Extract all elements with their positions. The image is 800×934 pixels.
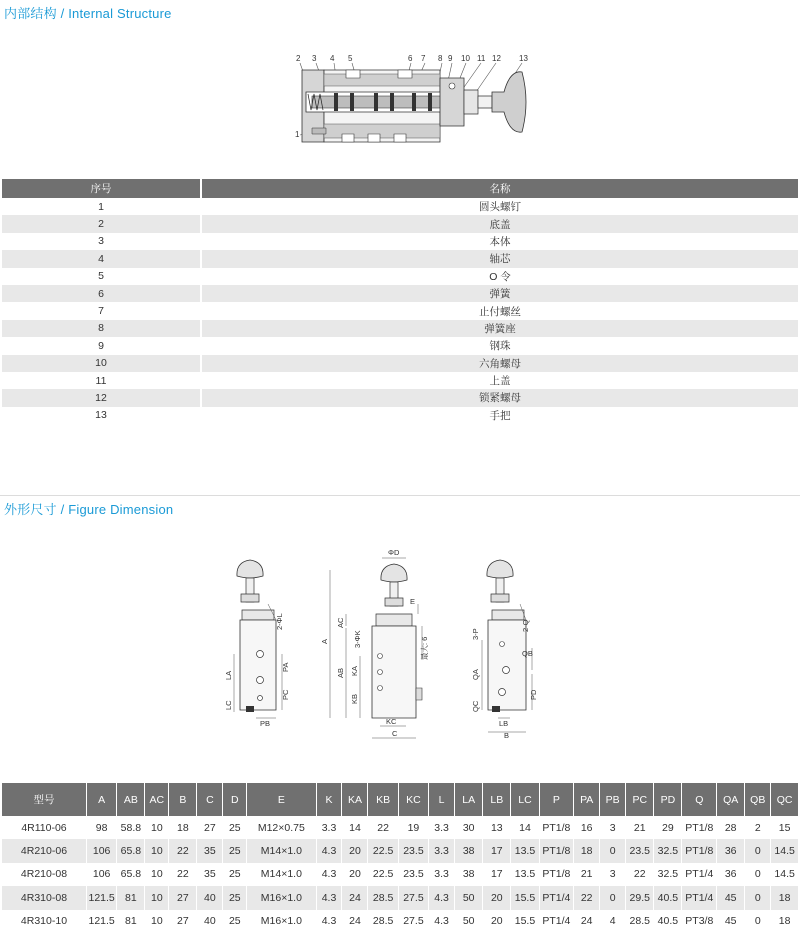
dims-header-cell: B — [169, 783, 197, 816]
table-row — [2, 320, 798, 337]
callout-5: 5 — [348, 54, 353, 63]
callout-10: 10 — [461, 54, 470, 63]
dims-value-cell: 30 — [455, 816, 483, 839]
model-cell: 4R210-08 — [20, 868, 68, 881]
callout-2: 2 — [296, 54, 301, 63]
dims-value-cell: 27.5 — [398, 886, 428, 909]
parts-header-name: 名称 — [201, 179, 798, 198]
dims-value-cell: 25 — [223, 816, 247, 839]
dims-value-cell: 14 — [511, 816, 539, 839]
dims-value-cell: 0 — [745, 839, 771, 862]
section-title-internal-structure: 内部结构 / Internal Structure — [4, 6, 172, 21]
dims-value-cell: 24 — [342, 886, 368, 909]
part-number-cell: 3 — [98, 235, 104, 248]
dims-value-cell: 20 — [483, 886, 511, 909]
dims-value-cell: 40.5 — [654, 910, 682, 933]
dims-value-cell: 19 — [398, 816, 428, 839]
label-ab: AB — [336, 667, 345, 678]
dims-header-cell: Q — [682, 783, 717, 816]
dims-value-cell: M14×1.0 — [247, 839, 316, 862]
table-row — [2, 285, 798, 302]
dims-value-cell: 22 — [574, 886, 600, 909]
dims-value-cell: 32.5 — [654, 839, 682, 862]
dims-header-cell: L — [429, 783, 455, 816]
label-b: B — [504, 731, 510, 740]
dims-value-cell: 4.3 — [429, 886, 455, 909]
label-pb: PB — [260, 719, 271, 728]
dims-value-cell: 20 — [483, 910, 511, 933]
dims-value-cell: 23.5 — [398, 863, 428, 886]
label-lc: LC — [224, 700, 233, 710]
dims-value-cell: 22 — [169, 839, 197, 862]
part-number-cell: 8 — [2, 320, 201, 337]
label-pd: PD — [529, 689, 538, 700]
part-name-cell: 弹簧 — [201, 285, 798, 302]
dims-value-cell: 25 — [223, 863, 247, 886]
table-row — [2, 337, 798, 354]
dims-value-cell: 18 — [771, 910, 798, 933]
dims-value-cell: 4 — [600, 910, 626, 933]
dims-header-cell: 型号 — [2, 783, 86, 816]
callout-8: 8 — [438, 54, 443, 63]
dims-value-cell: 25 — [223, 839, 247, 862]
dims-value-cell: 17 — [483, 863, 511, 886]
table-row — [2, 910, 798, 933]
dims-value-cell: PT3/8 — [682, 910, 717, 933]
dims-value-cell: 40 — [197, 886, 223, 909]
callout-11: 11 — [477, 54, 486, 63]
label-kc: KC — [386, 717, 397, 726]
dims-value-cell: 15 — [771, 816, 798, 839]
dims-value-cell: 27 — [169, 910, 197, 933]
part-number-cell: 11 — [95, 374, 107, 387]
dims-header-cell: C — [197, 783, 223, 816]
section-title-figure-dimension: 外形尺寸 / Figure Dimension — [4, 502, 174, 517]
dims-value-cell: 16 — [574, 816, 600, 839]
dims-value-cell: 22.5 — [368, 839, 398, 862]
dims-value-cell: 35 — [197, 863, 223, 886]
dims-value-cell: 58.8 — [117, 816, 145, 839]
dims-value-cell: 15.5 — [511, 910, 539, 933]
dims-value-cell: 22 — [626, 863, 654, 886]
dims-value-cell: 0 — [600, 839, 626, 862]
dims-value-cell: 13.5 — [511, 863, 539, 886]
dims-value-cell: 21 — [626, 816, 654, 839]
dims-value-cell: 27.5 — [398, 910, 428, 933]
dims-value-cell: 18 — [169, 816, 197, 839]
table-row — [2, 250, 798, 267]
part-name-cell: 钢珠 — [201, 337, 798, 354]
label-a: A — [320, 638, 329, 644]
left-view — [224, 560, 290, 728]
part-name-cell: 圆头螺钉 — [201, 198, 798, 215]
label-phi-d: ΦD — [388, 548, 400, 557]
table-row — [2, 302, 798, 319]
dims-value-cell: 27 — [169, 886, 197, 909]
dims-value-cell: PT1/8 — [539, 816, 574, 839]
label-kb: KB — [350, 693, 359, 704]
parts-table — [2, 179, 798, 424]
table-row — [2, 863, 798, 886]
dims-header-cell: QB — [745, 783, 771, 816]
part-number-cell: 1 — [98, 200, 104, 213]
dims-value-cell: 35 — [197, 839, 223, 862]
dims-value-cell: 45 — [717, 886, 745, 909]
dims-value-cell: 25 — [223, 886, 247, 909]
dims-header-cell: E — [247, 783, 316, 816]
dims-value-cell: 3.3 — [316, 816, 342, 839]
dims-header-cell: QC — [771, 783, 798, 816]
dims-header-cell: QA — [717, 783, 745, 816]
dims-value-cell: 10 — [145, 839, 169, 862]
table-row — [2, 816, 798, 839]
part-name-cell: 上盖 — [201, 372, 798, 389]
dims-value-cell: 3 — [600, 863, 626, 886]
label-2-phi-l: 2-ΦL — [275, 613, 284, 630]
dims-header-cell: KB — [368, 783, 398, 816]
table-row — [2, 886, 798, 909]
dims-value-cell: 23.5 — [626, 839, 654, 862]
dimension-drawings — [220, 548, 550, 744]
label-qc: QC — [471, 700, 480, 712]
table-row — [2, 355, 798, 372]
part-name-cell: 底盖 — [201, 215, 798, 232]
right-view — [471, 560, 538, 740]
dims-value-cell: 28 — [717, 816, 745, 839]
dims-value-cell: 3.3 — [429, 839, 455, 862]
part-number-cell: 9 — [98, 339, 104, 352]
dims-value-cell: PT1/4 — [682, 863, 717, 886]
label-max-6: 最大: 6 — [420, 636, 429, 660]
dims-value-cell: PT1/8 — [682, 839, 717, 862]
label-lb: LB — [499, 719, 509, 728]
dims-value-cell: 17 — [483, 839, 511, 862]
table-row — [2, 198, 798, 215]
label-3-p: 3-P — [471, 628, 480, 640]
dims-value-cell: 18 — [771, 886, 798, 909]
dims-value-cell: 3.3 — [429, 863, 455, 886]
dimensions-table — [2, 783, 798, 933]
model-cell: 4R210-06 — [2, 839, 86, 862]
dims-value-cell: 14.5 — [771, 863, 798, 886]
dims-value-cell: 4.3 — [429, 910, 455, 933]
dims-value-cell: 27 — [197, 816, 223, 839]
dims-value-cell: 40.5 — [654, 886, 682, 909]
dims-value-cell: 4.3 — [316, 863, 342, 886]
dims-value-cell: 20 — [342, 863, 368, 886]
dims-value-cell: 10 — [145, 886, 169, 909]
dims-value-cell: 81 — [117, 910, 145, 933]
dims-value-cell: 15.5 — [511, 886, 539, 909]
table-row — [2, 389, 798, 406]
dims-header-cell: PD — [654, 783, 682, 816]
part-number-cell: 4 — [2, 250, 201, 267]
part-number-cell: 13 — [95, 409, 107, 422]
dims-value-cell: M12×0.75 — [247, 816, 316, 839]
callout-7: 7 — [421, 54, 426, 63]
table-row — [2, 215, 798, 232]
part-name-cell: 六角螺母 — [201, 355, 798, 372]
table-row — [2, 372, 798, 389]
dims-value-cell: M14×1.0 — [247, 863, 316, 886]
label-qb: QB — [522, 649, 533, 658]
dims-value-cell: 13.5 — [511, 839, 539, 862]
label-pc: PC — [281, 689, 290, 700]
dims-value-cell: 28.5 — [368, 886, 398, 909]
dims-value-cell: 4.3 — [316, 886, 342, 909]
dims-value-cell: 121.5 — [86, 886, 116, 909]
label-pa: PA — [281, 662, 290, 672]
dims-value-cell: 38 — [455, 839, 483, 862]
dims-value-cell: 23.5 — [398, 839, 428, 862]
dims-value-cell: 14 — [342, 816, 368, 839]
model-cell: 4R310-10 — [20, 915, 68, 928]
callout-4: 4 — [330, 54, 335, 63]
dims-value-cell: 65.8 — [117, 839, 145, 862]
part-name-cell: 锁紧螺母 — [201, 389, 798, 406]
dims-value-cell: 0 — [745, 863, 771, 886]
callout-3: 3 — [312, 54, 317, 63]
dims-value-cell: 29.5 — [626, 886, 654, 909]
callout-13: 13 — [519, 54, 528, 63]
dims-value-cell: 81 — [117, 886, 145, 909]
dims-value-cell: 38 — [455, 863, 483, 886]
part-number-cell: 5 — [98, 270, 104, 283]
dims-header-cell: AC — [145, 783, 169, 816]
middle-view — [320, 548, 429, 738]
dims-value-cell: 0 — [745, 910, 771, 933]
label-c: C — [392, 729, 398, 738]
dims-value-cell: 45 — [717, 910, 745, 933]
dims-value-cell: 28.5 — [626, 910, 654, 933]
dims-value-cell: 25 — [223, 910, 247, 933]
dims-value-cell: 36 — [717, 863, 745, 886]
dims-value-cell: 24 — [342, 910, 368, 933]
part-name-cell: 弹簧座 — [201, 320, 798, 337]
dims-value-cell: 32.5 — [654, 863, 682, 886]
callout-9: 9 — [448, 54, 453, 63]
part-name-cell: O 令 — [201, 268, 798, 285]
dims-value-cell: PT1/8 — [539, 839, 574, 862]
dims-header-cell: P — [539, 783, 574, 816]
dims-value-cell: PT1/8 — [539, 863, 574, 886]
dims-value-cell: 50 — [455, 910, 483, 933]
dims-value-cell: 50 — [455, 886, 483, 909]
dims-header-cell: PA — [574, 783, 600, 816]
dims-header-cell: LB — [483, 783, 511, 816]
dims-value-cell: 22 — [169, 863, 197, 886]
dims-header-cell: AB — [117, 783, 145, 816]
dims-header-cell: PB — [600, 783, 626, 816]
part-name-cell: 手把 — [201, 407, 798, 424]
dims-value-cell: 24 — [574, 910, 600, 933]
dims-header-cell: D — [223, 783, 247, 816]
section-divider — [0, 495, 800, 496]
internal-structure-drawing — [290, 50, 530, 150]
table-row — [2, 407, 798, 424]
dims-header-cell: A — [86, 783, 116, 816]
dims-value-cell: 2 — [745, 816, 771, 839]
part-number-cell: 12 — [2, 389, 201, 406]
label-e: E — [410, 597, 416, 606]
dims-value-cell: 22.5 — [368, 863, 398, 886]
dims-value-cell: 18 — [574, 839, 600, 862]
dims-value-cell: 13 — [483, 816, 511, 839]
dims-header-cell: K — [316, 783, 342, 816]
part-number-cell: 10 — [2, 355, 201, 372]
dims-value-cell: 98 — [86, 816, 116, 839]
model-cell: 4R310-08 — [2, 886, 86, 909]
table-row — [2, 839, 798, 862]
label-2-q: 2-Q — [521, 619, 530, 632]
part-number-cell: 6 — [2, 285, 201, 302]
table-row — [2, 268, 798, 285]
dims-value-cell: 14.5 — [771, 839, 798, 862]
callout-1: 1 — [295, 130, 300, 139]
dims-value-cell: 21 — [574, 863, 600, 886]
part-number-cell: 2 — [2, 215, 201, 232]
dims-value-cell: 0 — [745, 886, 771, 909]
part-number-cell: 7 — [98, 305, 104, 318]
dims-value-cell: 29 — [654, 816, 682, 839]
label-qa: QA — [471, 669, 480, 680]
dims-value-cell: 28.5 — [368, 910, 398, 933]
dims-value-cell: PT1/8 — [682, 816, 717, 839]
model-cell: 4R110-06 — [21, 821, 67, 834]
label-la: LA — [224, 670, 233, 680]
dims-value-cell: M16×1.0 — [247, 910, 316, 933]
dims-value-cell: 10 — [145, 816, 169, 839]
dims-value-cell: 106 — [86, 863, 116, 886]
dims-value-cell: 4.3 — [316, 839, 342, 862]
table-row — [2, 233, 798, 250]
part-name-cell: 轴芯 — [201, 250, 798, 267]
label-ka: KA — [350, 665, 359, 676]
dims-header-cell: KC — [398, 783, 428, 816]
dims-value-cell: PT1/4 — [682, 886, 717, 909]
dims-value-cell: 10 — [145, 910, 169, 933]
part-name-cell: 止付螺丝 — [201, 302, 798, 319]
callout-12: 12 — [492, 54, 501, 63]
parts-header-number: 序号 — [2, 179, 201, 198]
part-name-cell: 本体 — [201, 233, 798, 250]
dims-value-cell: 22 — [368, 816, 398, 839]
dims-value-cell: PT1/4 — [539, 886, 574, 909]
dims-header-cell: LC — [511, 783, 539, 816]
dims-value-cell: 121.5 — [86, 910, 116, 933]
dims-value-cell: 3 — [600, 816, 626, 839]
callout-6: 6 — [408, 54, 413, 63]
dims-value-cell: 4.3 — [316, 910, 342, 933]
dims-value-cell: 3.3 — [429, 816, 455, 839]
dims-value-cell: PT1/4 — [539, 910, 574, 933]
dims-value-cell: 20 — [342, 839, 368, 862]
dims-value-cell: 0 — [600, 886, 626, 909]
dims-header-cell: KA — [342, 783, 368, 816]
dims-value-cell: 65.8 — [117, 863, 145, 886]
label-ac: AC — [336, 617, 345, 628]
dims-value-cell: 106 — [86, 839, 116, 862]
dims-value-cell: M16×1.0 — [247, 886, 316, 909]
dims-value-cell: 36 — [717, 839, 745, 862]
label-3-phi-k: 3-ΦK — [353, 630, 362, 648]
dims-header-cell: LA — [455, 783, 483, 816]
dims-header-cell: PC — [626, 783, 654, 816]
dims-value-cell: 10 — [145, 863, 169, 886]
dims-value-cell: 40 — [197, 910, 223, 933]
